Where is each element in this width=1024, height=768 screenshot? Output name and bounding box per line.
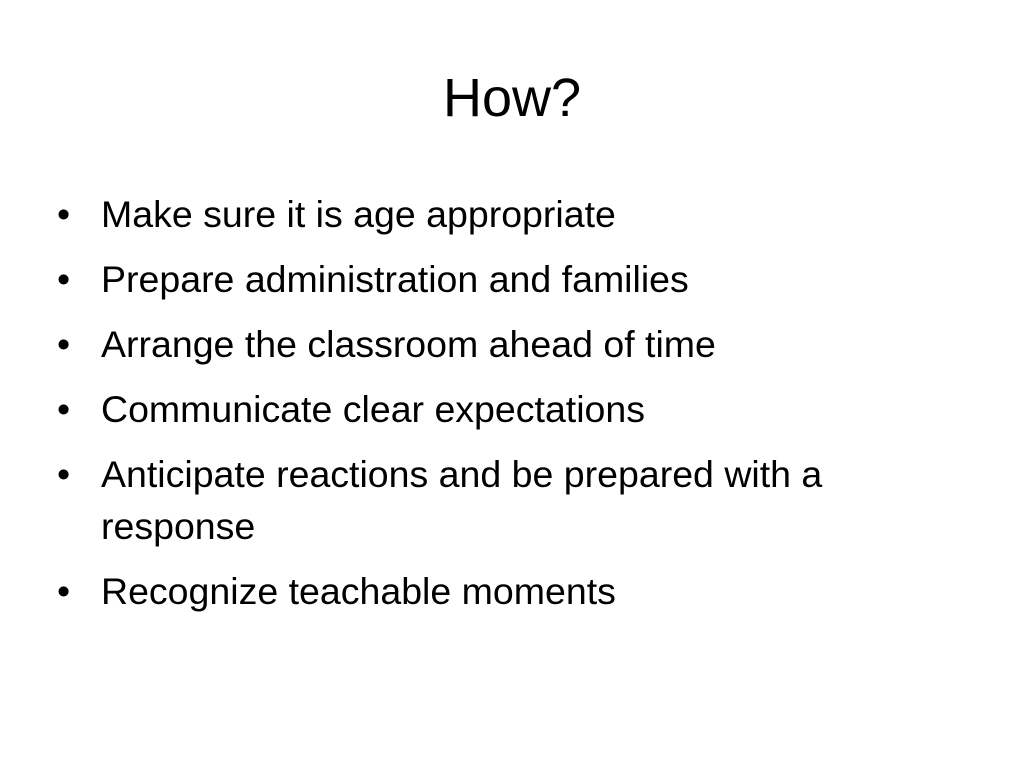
bullet-item xyxy=(57,565,957,617)
bullet-icon: • xyxy=(57,258,71,300)
bullet-text: Anticipate reactions and be prepared with a response xyxy=(101,453,823,547)
bullet-icon: • xyxy=(57,323,71,365)
bullet-item xyxy=(57,448,957,552)
bullet-icon: • xyxy=(57,570,71,612)
bullet-text: Make sure it is age appropriate xyxy=(101,193,616,235)
bullet-text: Arrange the classroom ahead of time xyxy=(101,323,716,365)
bullet-item xyxy=(57,318,957,370)
bullet-text: Communicate clear expectations xyxy=(101,388,646,430)
bullet-icon: • xyxy=(57,193,71,235)
bullet-icon: • xyxy=(57,388,71,430)
bullet-item xyxy=(57,253,957,305)
bullet-text: Prepare administration and families xyxy=(101,258,689,300)
bullet-text: Recognize teachable moments xyxy=(101,570,616,612)
bullet-icon: • xyxy=(57,453,71,495)
bullet-item xyxy=(57,188,957,240)
slide-title: How? xyxy=(442,68,582,128)
bullet-item xyxy=(57,383,957,435)
bullet-list xyxy=(57,188,957,630)
